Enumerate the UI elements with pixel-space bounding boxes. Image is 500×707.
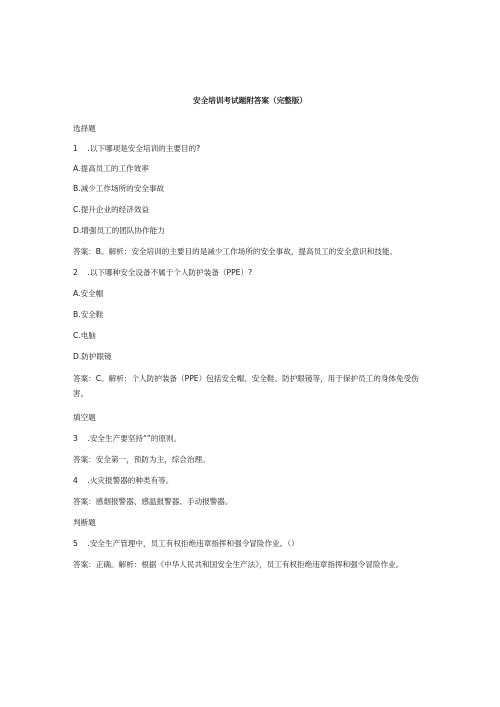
option-c: C.提升企业的经济效益 — [73, 205, 150, 214]
question-4 — [73, 474, 433, 487]
section-heading-fill: 填空题 — [73, 413, 96, 422]
answer-2: 答案：C。解析：个人防护装备（PPE）包括安全帽、安全鞋、防护眼镜等，用于保护员工的身体免受伤害。 — [73, 374, 419, 398]
section-heading-choice: 选择题 — [73, 124, 96, 133]
question-number: 5 — [73, 539, 78, 548]
answer-5: 答案：正确。解析：根据《中华人民共和国安全生产法》，员工有权拒绝违章指挥和强令冒险作业。 — [73, 560, 404, 569]
question-2 — [73, 266, 433, 279]
question-5 — [73, 537, 433, 550]
question-text: .火灾报警器的种类有等。 — [87, 476, 174, 485]
question-1 — [73, 142, 433, 155]
answer-1: 答案：B。解析：安全培训的主要目的是减少工作场所的安全事故，提高员工的安全意识和技能。 — [73, 247, 398, 256]
question-3 — [73, 432, 433, 445]
option-c: C.电脑 — [73, 331, 96, 340]
answer-4: 答案：感烟报警器、感温报警器、手动报警器。 — [73, 497, 233, 506]
question-text: .安全生产要坚持“”的原则。 — [87, 434, 182, 443]
answer-3: 答案：安全第一，预防为主，综合治理。 — [73, 455, 210, 464]
option-b: B.安全鞋 — [73, 310, 104, 319]
option-d: D.增强员工的团队协作能力 — [73, 226, 165, 235]
question-number: 1 — [73, 144, 78, 153]
question-text: .以下哪项是安全培训的主要目的? — [87, 144, 201, 153]
option-a: A.安全帽 — [73, 289, 104, 298]
option-a: A.提高员工的工作效率 — [73, 164, 149, 173]
section-heading-judge: 判断题 — [73, 518, 96, 527]
option-b: B.减少工作场所的安全事故 — [73, 184, 165, 193]
option-d: D.防护眼镜 — [73, 352, 112, 361]
question-text: .以下哪种安全设备不属于个人防护装备（PPE）? — [87, 268, 253, 277]
document-title: 安全培训考试题附答案（完整版） — [193, 96, 307, 105]
question-number: 2 — [73, 268, 78, 277]
question-text: .安全生产管理中，员工有权拒绝违章指挥和强令冒险作业。（） — [87, 539, 299, 548]
question-number: 4 — [73, 476, 78, 485]
question-number: 3 — [73, 434, 78, 443]
